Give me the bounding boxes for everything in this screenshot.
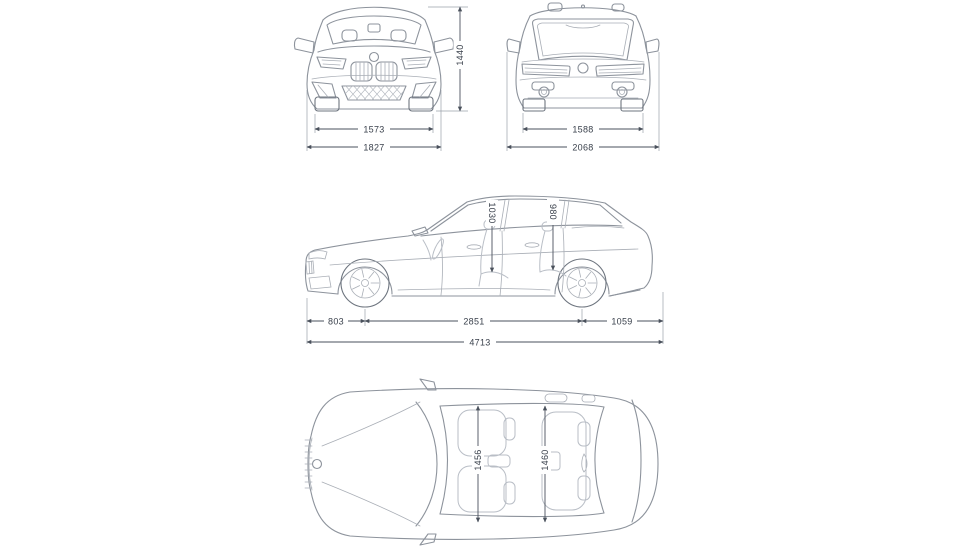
interior-width-rear-value: 1460 [540, 449, 550, 471]
top-car-details [305, 394, 595, 526]
kidney-grille-right [376, 62, 397, 81]
door-handle-front [467, 245, 481, 249]
bumper-reflector-right [612, 82, 634, 90]
rear-width-mirrors-value: 2068 [572, 142, 594, 153]
interior-height-front-value: 1030 [487, 202, 497, 224]
wheelbase-dimension [365, 315, 582, 327]
rear-car-body [507, 3, 659, 111]
rear-track-dimension [523, 123, 643, 135]
side-interior-seats [423, 220, 566, 286]
side-mirror-left [294, 38, 314, 53]
center-console [488, 455, 510, 467]
wheelbase-value: 2851 [463, 316, 485, 327]
roof-antenna-dot [582, 5, 585, 8]
front-height-dimension [454, 7, 467, 111]
interior-height-front-dimension [486, 200, 498, 272]
headlights [317, 57, 431, 69]
rear-extension-lines [507, 52, 659, 151]
interior-width-front-dimension [472, 406, 484, 522]
side-mirror-right [646, 39, 659, 53]
kidney-grille [306, 261, 314, 274]
brand-roundel [578, 63, 588, 73]
kidney-grille-left [351, 62, 372, 81]
front-overhang-dimension [307, 315, 365, 327]
front-overhang-value: 803 [328, 316, 344, 327]
front-car-details [312, 60, 436, 102]
brand-roundel [313, 460, 322, 469]
interior-width-front-value: 1456 [473, 449, 483, 471]
front-wheel [341, 259, 389, 307]
front-width-dimension [307, 141, 441, 153]
roof-detail-left [545, 394, 567, 402]
rearview-mirror [368, 24, 380, 32]
rear-track-value: 1588 [572, 124, 594, 135]
exhaust-left [539, 87, 549, 97]
windshield [416, 402, 437, 526]
front-height-value: 1440 [455, 44, 465, 66]
side-car-details [306, 200, 638, 298]
rear-car-details [520, 23, 646, 98]
rear-overhang-value: 1059 [611, 316, 633, 327]
front-width-value: 1827 [363, 142, 385, 153]
rear-width-mirrors-dimension [507, 141, 659, 153]
taillights [522, 64, 644, 76]
steering-wheel [431, 238, 446, 260]
top-view-drawing [292, 376, 672, 546]
interior-height-rear-dimension [547, 199, 559, 270]
overall-length-dimension [307, 336, 663, 348]
headlight [309, 251, 327, 259]
rear-window [595, 407, 604, 513]
rear-view-drawing [478, 0, 682, 162]
front-view-drawing [278, 0, 480, 162]
front-car-body [294, 7, 453, 111]
side-mirror [412, 227, 428, 236]
brand-roundel [370, 53, 379, 62]
tailgate-edge [632, 400, 641, 522]
rear-overhang-dimension [582, 315, 663, 327]
headrest-left [342, 30, 357, 41]
side-mirror-right [434, 38, 454, 53]
bumper-reflector-left [532, 82, 554, 90]
rear-wheel-right [621, 99, 643, 111]
side-mirror-left [507, 39, 520, 53]
interior-width-rear-dimension [539, 406, 551, 522]
rear-window [533, 19, 634, 60]
side-air-intakes [312, 82, 436, 98]
door-handle-rear [525, 243, 539, 247]
rear-wheel [558, 259, 606, 307]
overall-length-value: 4713 [469, 337, 491, 348]
side-car-body [305, 196, 652, 307]
front-track-dimension [315, 123, 433, 135]
roof-detail-right [582, 395, 595, 402]
headrest-right [391, 30, 406, 41]
front-track-value: 1573 [363, 124, 385, 135]
side-view-drawing [288, 170, 680, 350]
rear-wheel-left [523, 99, 545, 111]
interior-height-rear-value: 980 [548, 204, 558, 220]
exhaust-right [617, 87, 627, 97]
